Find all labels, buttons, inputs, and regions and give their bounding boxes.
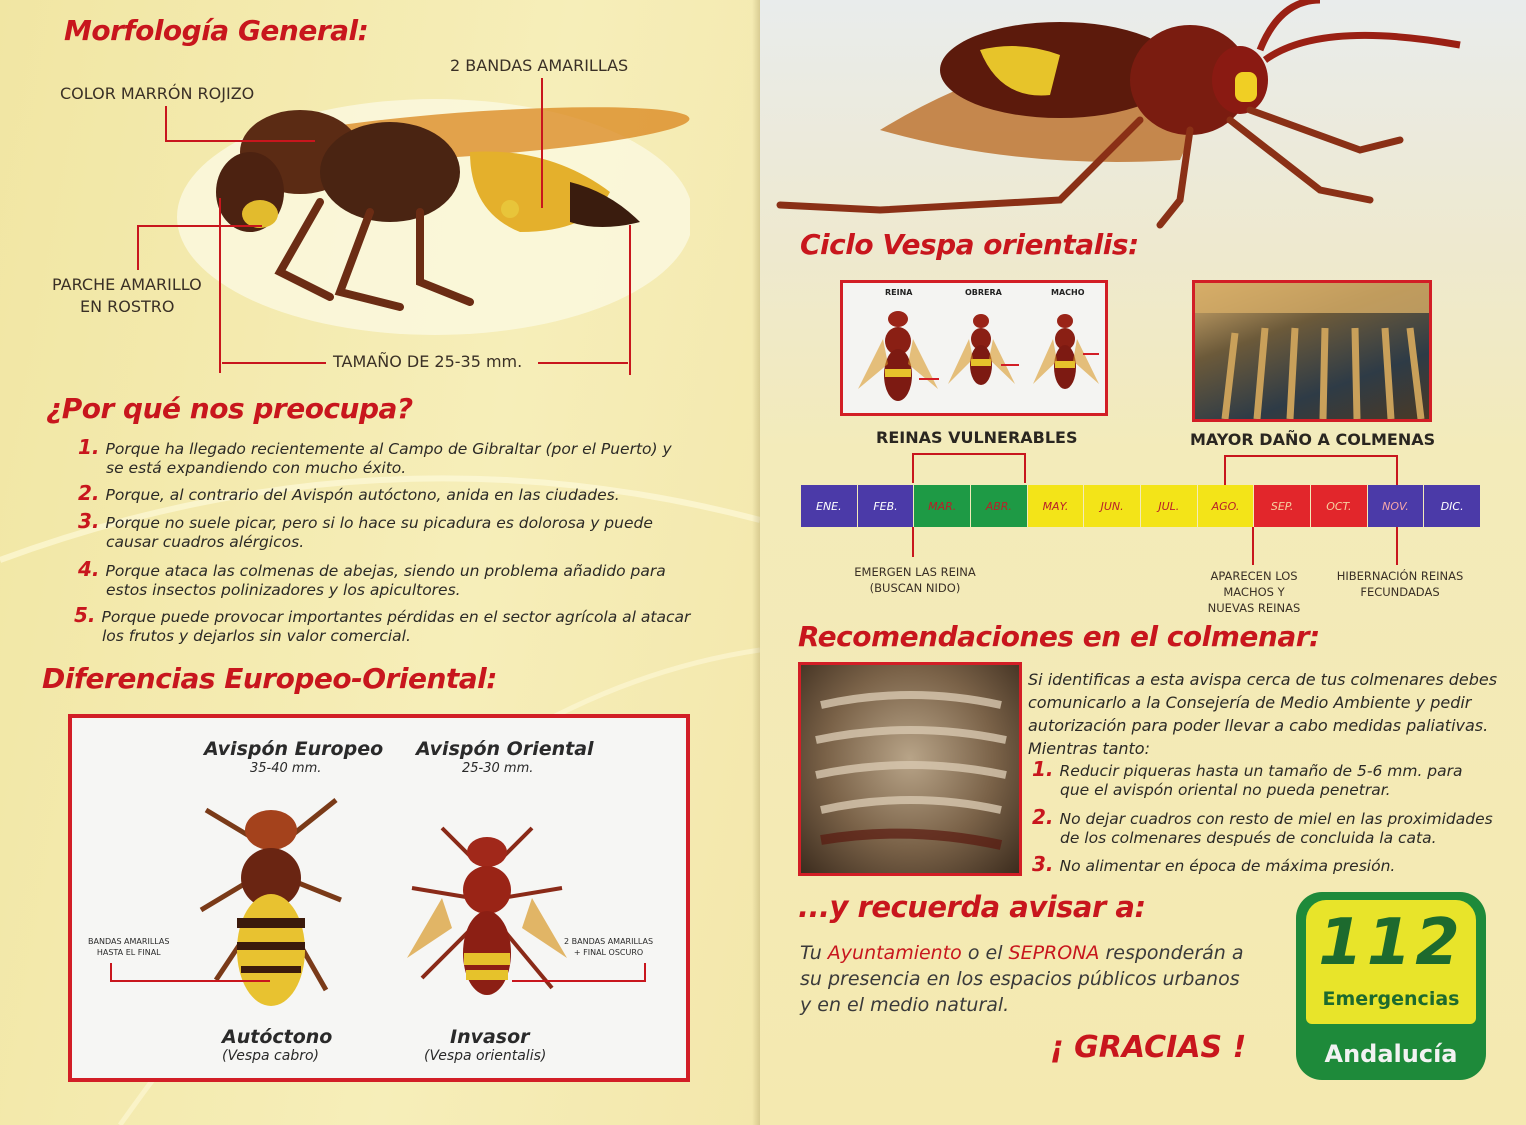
color-label: COLOR MARRÓN ROJIZO <box>60 84 255 103</box>
euro-status: Autóctono <box>222 1026 333 1048</box>
euro-note-line-h <box>110 980 270 982</box>
emergency-number: 112 <box>1318 906 1464 980</box>
remember-text: Tu Ayuntamiento o el SEPRONA responderán a su presencia en los espacios públicos urbanos y en el medio natural. <box>800 942 1244 1016</box>
orient-size: 25-30 mm. <box>462 761 534 776</box>
patch-label-line2: EN ROSTRO <box>80 297 175 316</box>
damage-bracket-left <box>1224 455 1226 485</box>
appear-note: APARECEN LOS MACHOS Y NUEVAS REINAS <box>1207 569 1301 615</box>
hibernation-marker <box>1396 527 1398 565</box>
callout-color-h <box>165 140 315 142</box>
caste-queen-label: REINA <box>885 288 913 297</box>
euro-scientific-name: (Vespa cabro) <box>222 1048 319 1064</box>
damage-bracket-top <box>1224 455 1398 457</box>
reco-item-3: 3. No alimentar en época de máxima presión. <box>1032 852 1396 876</box>
month-cell-1: ENE. <box>801 485 857 527</box>
month-cell-11: NOV. <box>1368 485 1424 527</box>
euro-name: Avispón Europeo <box>204 738 384 760</box>
month-cell-8: AGO. <box>1198 485 1254 527</box>
bands-label: 2 BANDAS AMARILLAS <box>450 56 629 75</box>
callout-patch-h <box>137 225 262 227</box>
orient-note-line-h <box>512 980 646 982</box>
vulnerable-bracket-top <box>912 453 1026 455</box>
callout-color-v <box>165 106 167 140</box>
month-cell-3: MAR. <box>914 485 970 527</box>
recommendations-title: Recomendaciones en el colmenar: <box>798 620 1320 653</box>
thanks-text: ¡ GRACIAS ! <box>1050 1030 1247 1065</box>
emergency-label: Emergencias <box>1322 988 1460 1010</box>
emergency-112-badge <box>1296 892 1486 1080</box>
euro-note: BANDAS AMARILLAS HASTA EL FINAL <box>88 937 170 957</box>
male-hornet-icon <box>1033 314 1099 389</box>
hornet-side-illustration <box>170 92 690 342</box>
orient-name: Avispón Oriental <box>416 738 594 760</box>
caste-male-label: MACHO <box>1051 288 1085 297</box>
callout-bands-v <box>541 78 543 208</box>
month-cell-12: DIC. <box>1424 485 1480 527</box>
month-cell-9: SEP. <box>1254 485 1310 527</box>
size-arrow-left <box>222 362 326 364</box>
castes-photo <box>840 280 1108 416</box>
month-cell-7: JUL. <box>1141 485 1197 527</box>
concern-item-3: 3. Porque no suele picar, pero si lo hace su picadura es dolorosa y puede causar cuadros alérgicos. <box>78 509 653 551</box>
hibernation-note: HIBERNACIÓN REINAS FECUNDADAS <box>1336 569 1464 599</box>
differences-title: Diferencias Europeo-Oriental: <box>42 662 497 695</box>
size-marker-right <box>629 225 631 375</box>
size-label: TAMAÑO DE 25-35 mm. <box>333 352 523 371</box>
caste-worker-label: OBRERA <box>965 288 1002 297</box>
concern-item-5: 5. Porque puede provocar importantes pérdidas en el sector agrícola al atacar los frutos y dejarlos sin valor comercial. <box>74 603 691 645</box>
month-cell-10: OCT. <box>1311 485 1367 527</box>
concern-item-1: 1. Porque ha llegado recientemente al Campo de Gibraltar (por el Puerto) y se está expandiendo con mucho éxito. <box>78 435 672 477</box>
right-page <box>760 0 1526 1125</box>
concern-title: ¿Por qué nos preocupa? <box>46 392 413 425</box>
euro-size: 35-40 mm. <box>250 761 322 776</box>
vulnerable-bracket-left <box>912 453 914 483</box>
damage-bracket-right <box>1396 455 1398 485</box>
european-hornet-illustration <box>196 790 346 1010</box>
recommendations-intro: Si identificas a esta avispa cerca de tus colmenares debes comunicarlo a la Consejería de Medio Ambiente y pedir autorización para poder llevar a cabo medidas paliativas. Mientras tanto: <box>1028 670 1498 758</box>
queen-hornet-icon <box>858 311 938 401</box>
seprona-highlight: SEPRONA <box>1008 942 1100 964</box>
month-cell-2: FEB. <box>858 485 914 527</box>
vulnerable-label: REINAS VULNERABLES <box>876 428 1078 447</box>
patch-label-line1: PARCHE AMARILLO <box>52 275 202 294</box>
emerge-note: EMERGEN LAS REINA (BUSCAN NIDO) <box>854 565 976 595</box>
month-cell-6: JUN. <box>1084 485 1140 527</box>
size-marker-left <box>219 198 221 373</box>
ayuntamiento-highlight: Ayuntamiento <box>827 942 962 964</box>
month-cell-4: ABR. <box>971 485 1027 527</box>
concern-item-4: 4. Porque ataca las colmenas de abejas, siendo un problema añadido para estos insectos polinizadores y los apicultores. <box>78 557 666 599</box>
cycle-title: Ciclo Vespa orientalis: <box>800 228 1139 261</box>
vulnerable-bracket-right <box>1024 453 1026 483</box>
orient-scientific-name: (Vespa orientalis) <box>424 1048 547 1064</box>
size-arrow-right <box>538 362 628 364</box>
month-timeline <box>801 485 1481 527</box>
orient-status: Invasor <box>450 1026 530 1048</box>
remember-title: ...y recuerda avisar a: <box>798 890 1146 924</box>
orient-note-line-v <box>644 963 646 981</box>
month-cell-5: MAY. <box>1028 485 1084 527</box>
hornet-photo <box>760 0 1526 240</box>
morphology-title: Morfología General: <box>64 14 369 47</box>
emergency-region: Andalucía <box>1324 1040 1458 1068</box>
euro-note-line-v <box>110 963 112 981</box>
concern-item-2: 2. Porque, al contrario del Avispón autóctono, anida en las ciudades. <box>78 481 620 505</box>
callout-patch-v <box>137 225 139 270</box>
appear-marker <box>1252 527 1254 565</box>
reco-item-1: 1. Reducir piqueras hasta un tamaño de 5-6 mm. para que el avispón oriental no pueda penetrar. <box>1032 757 1463 799</box>
damage-label: MAYOR DAÑO A COLMENAS <box>1190 430 1436 449</box>
orient-note: 2 BANDAS AMARILLAS + FINAL OSCURO <box>564 937 654 957</box>
reco-item-2: 2. No dejar cuadros con resto de miel en las proximidades de los colmenares después de concluida la cata. <box>1032 805 1493 847</box>
beehive-photo <box>1192 280 1432 422</box>
nest-photo <box>798 662 1022 876</box>
left-page <box>0 0 760 1125</box>
worker-hornet-icon <box>948 314 1015 385</box>
comparison-panel <box>68 714 690 1082</box>
emerge-marker <box>912 527 914 557</box>
